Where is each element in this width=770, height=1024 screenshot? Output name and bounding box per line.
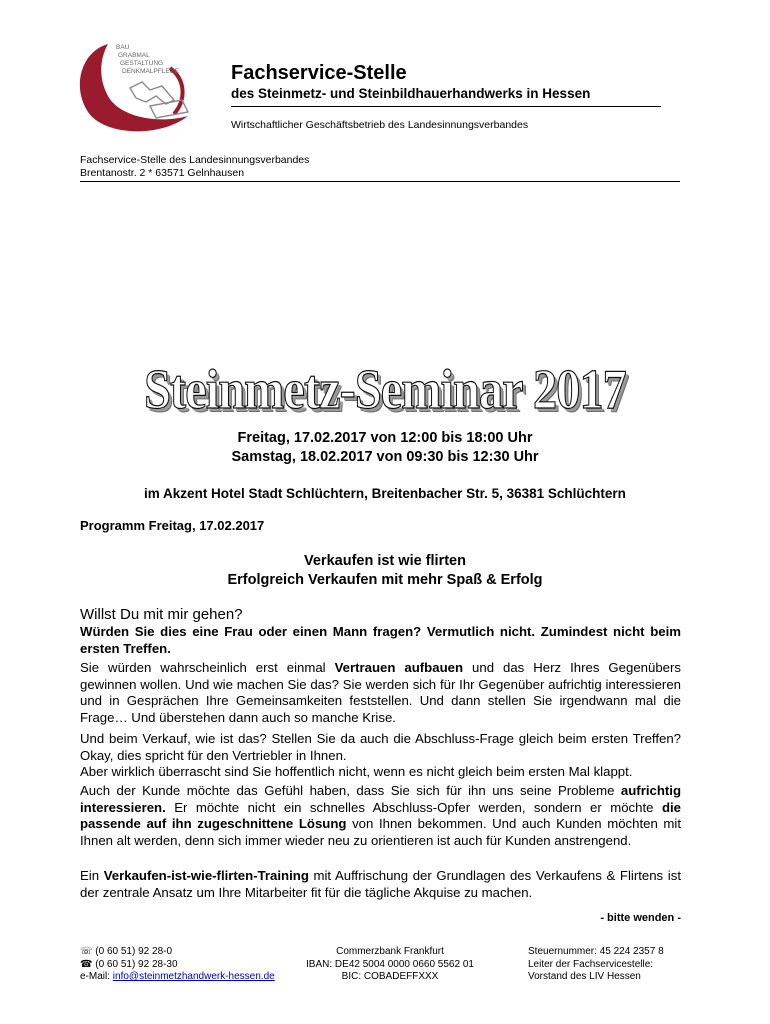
sender-divider <box>80 181 680 182</box>
footer-bank-name: Commerzbank Frankfurt <box>336 946 444 957</box>
org-subtitle: des Steinmetz- und Steinbildhauerhandwerks in Hessen <box>231 86 591 101</box>
header-divider <box>231 106 661 107</box>
footer-iban: IBAN: DE42 5004 0000 0660 5562 01 <box>306 958 474 970</box>
logo-text-3: GESTALTUNG <box>120 60 164 67</box>
footer-tax-number: Steuernummer: 45 224 2357 8 <box>528 946 664 957</box>
footer-email-label: e-Mail: <box>80 971 113 982</box>
logo-text-1: BAU <box>116 44 130 51</box>
footer-contact <box>80 946 275 984</box>
sender-line-1: Fachservice-Stelle des Landesinnungsverbandes <box>80 154 310 166</box>
footer-tax <box>528 946 664 984</box>
org-description: Wirtschaftlicher Geschäftsbetrieb des Landesinnungsverbandes <box>231 119 529 131</box>
paragraph-trust <box>80 660 681 726</box>
fax-icon: ☎ <box>80 958 93 970</box>
programm-heading: Programm Freitag, 17.02.2017 <box>80 518 265 533</box>
footer-leader-label: Leiter der Fachservicestelle: <box>528 958 654 970</box>
footer-fax-row <box>80 959 275 972</box>
sender-line-2: Brentanostr. 2 * 63571 Gelnhausen <box>80 167 245 179</box>
footer-phone: (0 60 51) 92 28-0 <box>95 946 173 957</box>
footer-bic: BIC: COBADEFFXXX <box>341 971 439 982</box>
paragraph-customer <box>80 783 681 849</box>
logo-chisel-figure <box>130 82 174 104</box>
please-turn-note: - bitte wenden - <box>600 912 681 924</box>
footer-bank <box>285 946 495 984</box>
logo-text-4: DENKMALPFLEGE <box>122 68 180 75</box>
p3-text-a: Auch der Kunde möchte das Gefühl haben, dass Sie sich für ihn uns seine Probleme <box>80 783 621 798</box>
p1-text-a: Sie würden wahrscheinlich erst einmal <box>80 660 335 675</box>
seminar-date-friday: Freitag, 17.02.2017 von 12:00 bis 18:00 Uhr <box>237 430 533 446</box>
p4-text-a: Ein <box>80 868 104 883</box>
p1-text-c: und das Herz Ihres Gegenübers gewinnen wollen. Und wie machen Sie das? Sie werden sich für Ihr Gegenüber aufrichtig interessieren und in Gesprächen Ihre Gemeinsamkeiten feststellen. Und dann stellen Sie irgendwann mal die Frage… Und überstehen dann auch so manche Krise. <box>80 660 681 725</box>
p2-text-b: Aber wirklich überrascht sind Sie hoffentlich nicht, wenn es nicht gleich beim ersten Mal klappt. <box>80 764 633 779</box>
logo-text-2: GRABMAL <box>118 52 150 59</box>
body-question: Willst Du mit mir gehen? <box>80 606 243 623</box>
footer-phone-row <box>80 946 275 959</box>
p1-bold: Vertrauen aufbauen <box>334 660 464 675</box>
paragraph-intro: Würden Sie dies eine Frau oder einen Mann fragen? Vermutlich nicht. Zumindest nicht beim ersten Treffen. <box>80 624 681 656</box>
p4-text-c: mit Auffrischung der Grundlagen des Verkaufens & Flirtens ist der zentrale Ansatz um Ihre Mitarbeiter fit für die tägliche Akquise zu machen. <box>80 868 681 900</box>
footer-fax: (0 60 51) 92 28-30 <box>95 958 178 970</box>
email-link[interactable]: info@steinmetzhandwerk-hessen.de <box>112 971 275 982</box>
footer-leader-name: Vorstand des LIV Hessen <box>528 971 641 982</box>
org-title: Fachservice-Stelle <box>231 62 407 84</box>
topic-subtitle: Erfolgreich Verkaufen mit mehr Spaß & Erfolg <box>227 572 543 588</box>
logo <box>70 38 220 138</box>
seminar-date-saturday: Samstag, 18.02.2017 von 09:30 bis 12:30 Uhr <box>231 449 539 465</box>
p3-text-e: von Ihnen bekommen. Und auch Kunden möchten mit Ihnen alt werden, denn sich immer wieder neu zu orientieren ist auch für Kunden anstrengend. <box>80 816 681 848</box>
paragraph-sales <box>80 731 681 781</box>
p4-bold: Verkaufen-ist-wie-flirten-Training <box>103 868 309 883</box>
p3-bold-2: die passende auf ihn zugeschnittene Lösung <box>80 799 681 831</box>
p2-text-a: Und beim Verkauf, wie ist das? Stellen Sie da auch die Abschluss-Frage gleich beim ersten Treffen? Okay, dies spricht für den Vertriebler in Ihnen. <box>80 731 681 763</box>
p3-text-c: Er möchte nicht ein schnelles Abschluss-Opfer werden, sondern er möchte <box>165 799 662 815</box>
p3-bold-1: aufrichtig interessieren. <box>80 783 681 815</box>
topic-title: Verkaufen ist wie flirten <box>304 553 466 569</box>
footer-email-row <box>80 971 275 984</box>
seminar-venue: im Akzent Hotel Stadt Schlüchtern, Breitenbacher Str. 5, 36381 Schlüchtern <box>144 486 626 501</box>
seminar-title: Steinmetz-Seminar 2017 <box>144 359 626 421</box>
paragraph-training <box>80 868 681 901</box>
telephone-icon: ☏ <box>80 946 93 957</box>
